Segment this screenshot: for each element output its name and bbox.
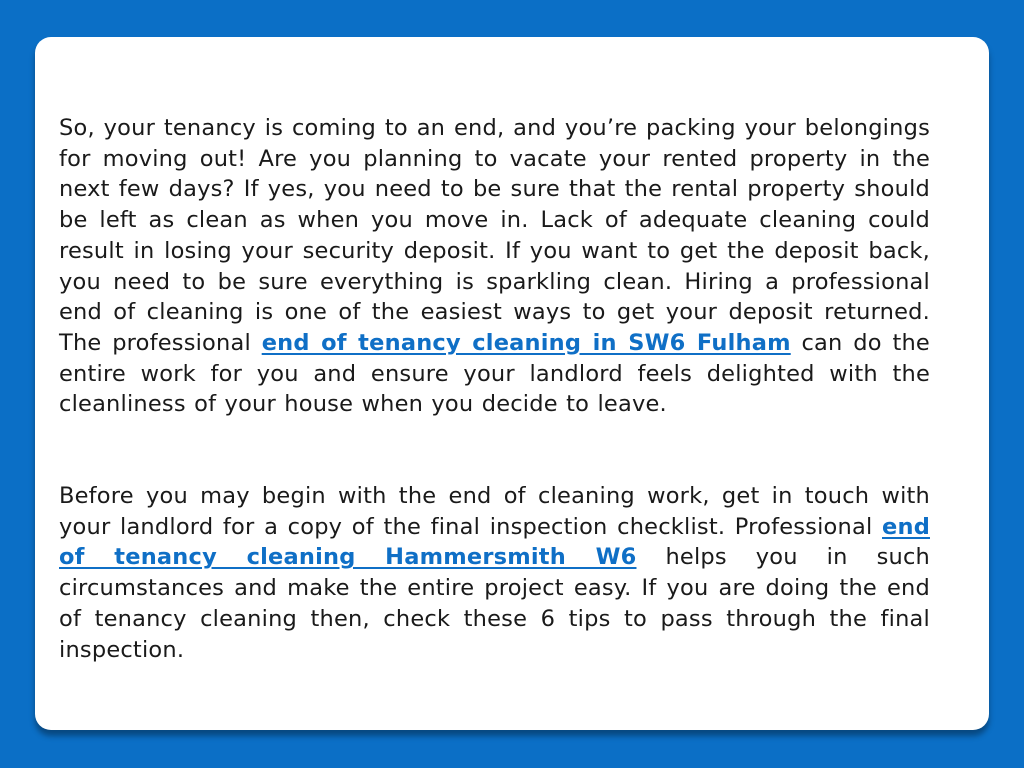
intro-text-start: So, your tenancy is coming to an end, and you’re packing your belongings for moving out! Are you planning to vacate your rented property in the next few days? If yes, you need to be sure that the rental property should be left as clean as when you move in. Lack of adequate cleaning could result in losing your security deposit. If you want to get the deposit back, you need to be sure everything is sparkling clean. Hiring a professional end of cleaning is one of the easiest ways to get your deposit returned. The professional	[59, 115, 930, 356]
intro-paragraph	[59, 113, 930, 420]
link-end-of-tenancy-cleaning-hammersmith-w6[interactable]: end of tenancy cleaning Hammersmith W6	[59, 513, 930, 571]
slide-content-card	[35, 37, 989, 730]
checklist-text-start: Before you may begin with the end of cleaning work, get in touch with your landlord for a copy of the final inspection checklist. Professional	[59, 483, 930, 540]
checklist-text-end: helps you in such circumstances and make the entire project easy. If you are doing the end of tenancy cleaning then, check these 6 tips to pass through the final inspection.	[59, 544, 930, 663]
checklist-paragraph	[59, 481, 930, 665]
link-end-of-tenancy-cleaning-sw6-fulham[interactable]: end of tenancy cleaning in SW6 Fulham	[261, 329, 791, 356]
intro-text-end: can do the entire work for you and ensure your landlord feels delighted with the cleanliness of your house when you decide to leave.	[59, 329, 930, 418]
